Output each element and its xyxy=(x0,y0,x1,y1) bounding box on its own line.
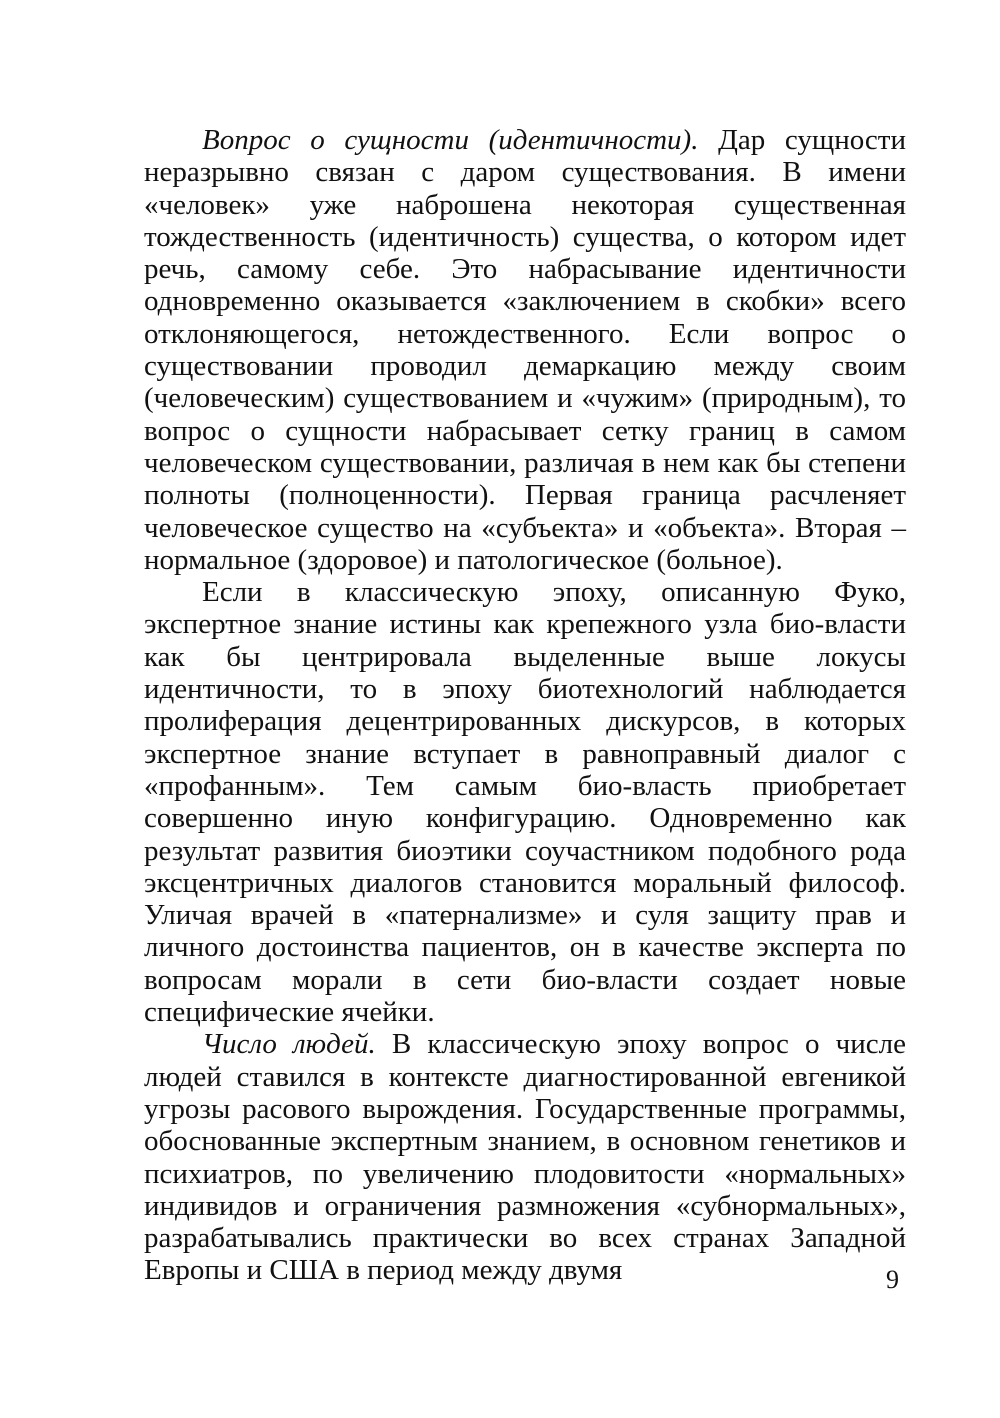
paragraph-text: Если в классическую эпоху, описанную Фуко, экспертное знание истины как крепежного узла био-власти как бы центрировала выделенные выше локусы идентичности, то в эпоху биотехнологий наблюдается пролиферация децентрированных дискурсов, в которых экспертное знание вступает в равноправный диалог с «профанным». Тем самым био-власть приобретает совершенно иную конфигурацию. Одновременно как результат развития биоэтики соучастником подобного рода эксцентричных диалогов становится моральный философ. Уличая врачей в «патернализме» и суля защиту прав и личного достоинства пациентов, он в качестве эксперта по вопросам морали в сети био-власти создает новые специфические ячейки. xyxy=(144,576,906,1029)
paragraph-essence xyxy=(144,124,906,576)
page-body xyxy=(144,124,906,1287)
paragraph-expert-knowledge xyxy=(144,576,906,1028)
page-number: 9 xyxy=(886,1265,899,1294)
paragraph-lead-italic: Вопрос о сущности (идентичности). xyxy=(202,124,699,156)
paragraph-text: Дар сущности неразрывно связан с даром существования. В имени «человек» уже наброшена некоторая существенная тождественность (идентичность) существа, о котором идет речь, самому себе. Это набрасывание идентичности одновременно оказывается «заключением в скобки» всего отклоняющегося, нетождественного. Если вопрос о существовании проводил демаркацию между своим (человеческим) существованием и «чужим» (природным), то вопрос о сущности набрасывает сетку границ в самом человеческом существовании, различая в нем как бы степени полноты (полноценности). Первая граница расчленяет человеческое существо на «субъекта» и «объекта». Вторая – нормальное (здоровое) и патологическое (больное). xyxy=(144,124,906,576)
paragraph-number-of-people xyxy=(144,1028,906,1286)
paragraph-text: В классическую эпоху вопрос о числе людей ставился в контексте диагностированной евгеникой угрозы расового вырождения. Государственные программы, обоснованные экспертным знанием, в основном генетиков и психиатров, по увеличению плодовитости «нормальных» индивидов и ограничения размножения «субнормальных», разрабатывались практически во всех странах Западной Европы и США в период между двумя xyxy=(144,1028,906,1287)
paragraph-lead-italic: Число людей. xyxy=(202,1028,376,1061)
